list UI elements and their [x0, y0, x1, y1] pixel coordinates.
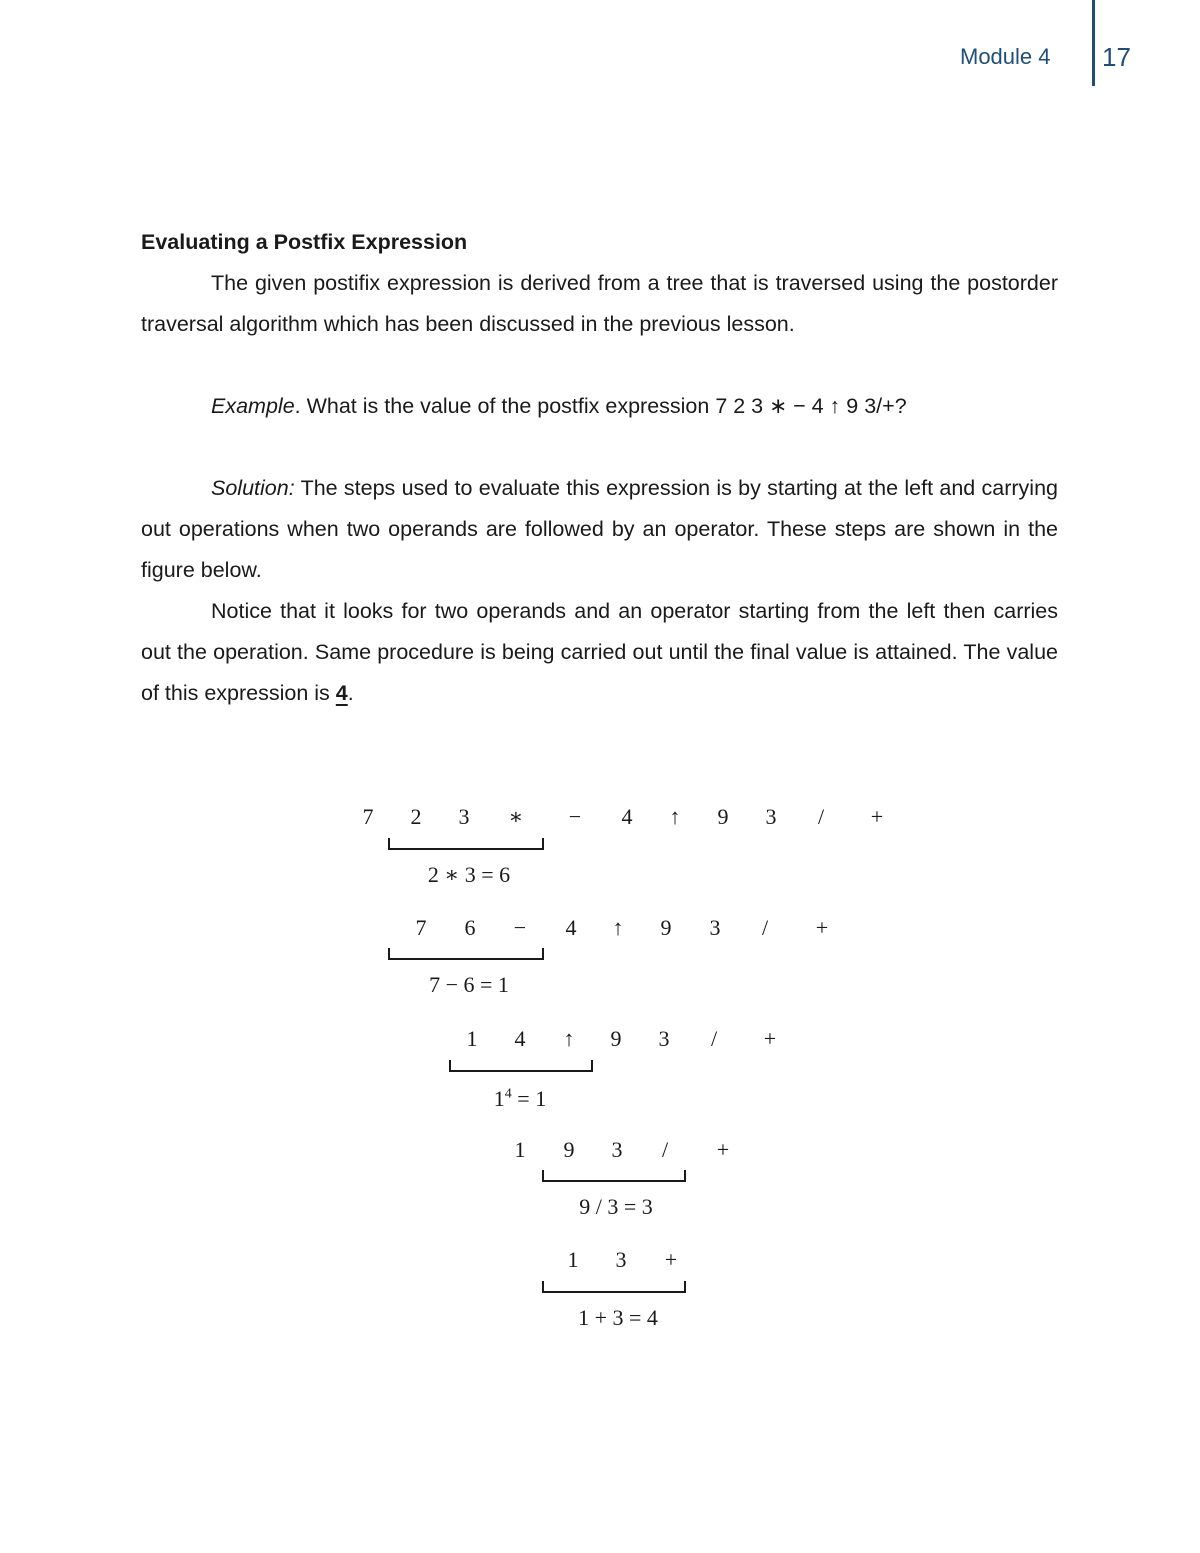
figure-token: 3: [611, 1137, 623, 1162]
example-label: Example: [211, 394, 295, 418]
figure-token: 9: [717, 804, 729, 829]
figure-token: +: [664, 1247, 678, 1272]
figure-token: 3: [658, 1026, 670, 1051]
figure-token: 7: [362, 804, 374, 829]
figure-token: +: [815, 915, 829, 940]
figure-token: 7: [415, 915, 427, 940]
page-number: 17: [1102, 42, 1131, 72]
solution-label: Solution:: [211, 476, 295, 500]
figure-result: $1^4 = 1$: [493, 1086, 547, 1111]
notice-paragraph: [141, 591, 1058, 714]
figure-token: 4: [565, 915, 577, 940]
figure-result: 1 + 3 = 4: [578, 1305, 658, 1330]
figure-token: 9: [610, 1026, 622, 1051]
figure-result: 2 ∗ 3 = 6: [427, 862, 511, 887]
figure-token: −: [568, 804, 582, 829]
module-label: Module 4: [960, 44, 1051, 69]
figure-token: ∗: [508, 804, 524, 829]
figure-token: 1: [567, 1247, 579, 1272]
figure-token: 3: [709, 915, 721, 940]
figure-token: 1: [514, 1137, 526, 1162]
figure-token: +: [716, 1137, 730, 1162]
figure-token: +: [870, 804, 884, 829]
header-divider: [1092, 0, 1095, 86]
figure-token: +: [763, 1026, 777, 1051]
solution-paragraph: [141, 468, 1058, 591]
figure-token: 6: [464, 915, 476, 940]
figure-token: /: [817, 804, 825, 829]
figure-token: 3: [615, 1247, 627, 1272]
figure-token: 4: [621, 804, 633, 829]
figure-token: 9: [563, 1137, 575, 1162]
final-value: 4: [335, 681, 348, 705]
figure-token: 3: [458, 804, 470, 829]
notice-end: .: [347, 681, 354, 705]
figure-token: /: [710, 1026, 718, 1051]
figure-bracket: [388, 838, 544, 850]
figure-token: 4: [514, 1026, 526, 1051]
solution-text: The steps used to evaluate this expression is by starting at the left and carrying out operations when two operands are followed by an operator. These steps are shown in the figure below.: [141, 476, 1058, 582]
figure-bracket: [542, 1281, 686, 1293]
figure-bracket: [449, 1060, 593, 1072]
figure-token: 3: [765, 804, 777, 829]
figure-bracket: [542, 1170, 686, 1182]
intro-paragraph: The given postifix expression is derived from a tree that is traversed using the postorder traversal algorithm which has been discussed in the previous lesson.: [141, 271, 1058, 336]
figure-token: /: [661, 1137, 669, 1162]
figure-bracket: [388, 948, 544, 960]
figure-result: 9 / 3 = 3: [579, 1194, 653, 1219]
example-paragraph: [141, 386, 1058, 427]
figure-token: 9: [660, 915, 672, 940]
figure-result: 7 − 6 = 1: [429, 972, 509, 997]
figure-token: −: [513, 915, 527, 940]
figure-token: ↑: [669, 804, 681, 829]
figure-token: /: [761, 915, 769, 940]
main-content: [141, 222, 1058, 714]
figure-token: 2: [410, 804, 422, 829]
notice-text: Notice that it looks for two operands and an operator starting from the left then carries out the operation. Same procedure is being carried out until the final value is attained. The value of this expression is: [141, 599, 1058, 705]
figure-token: 1: [466, 1026, 478, 1051]
example-text: . What is the value of the postfix expression 7 2 3 ∗ − 4 ↑ 9 3/+?: [294, 394, 907, 418]
figure-token: ↑: [563, 1026, 575, 1051]
figure-token: ↑: [612, 915, 624, 940]
section-heading: Evaluating a Postfix Expression: [141, 230, 468, 254]
